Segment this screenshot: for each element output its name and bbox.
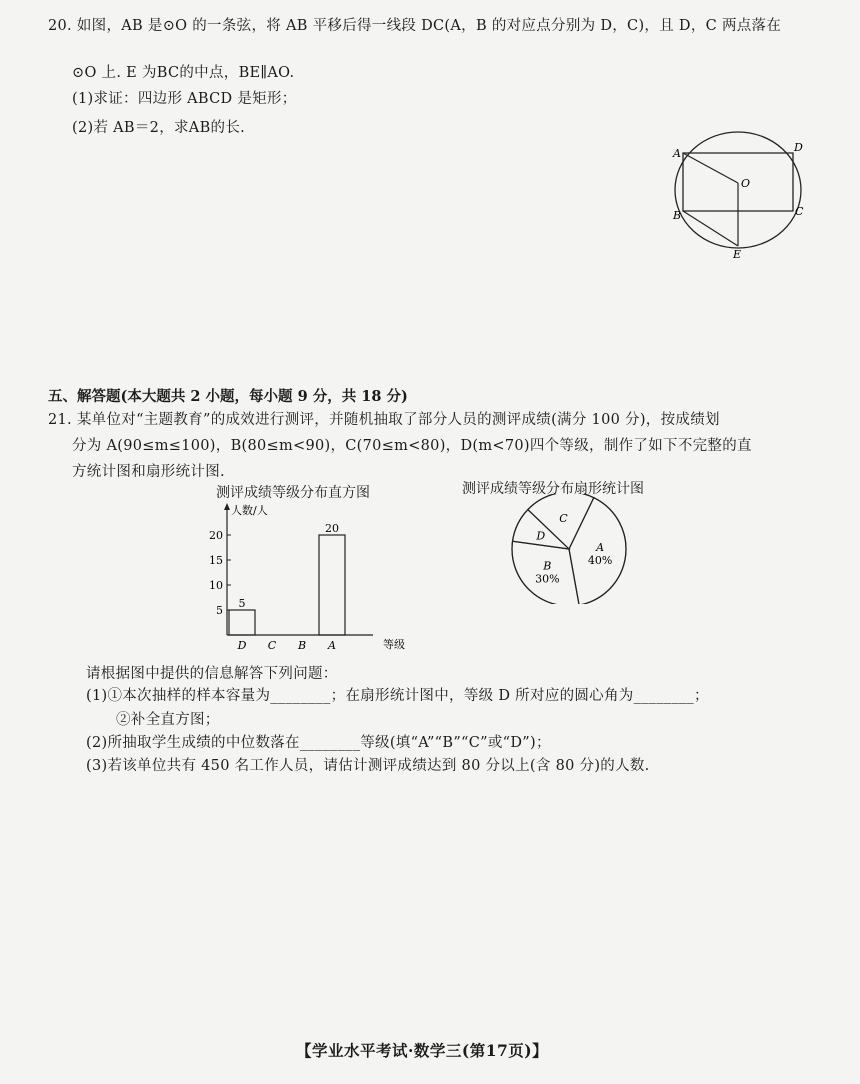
q21-sub1a: (1)①本次抽样的样本容量为________；在扇形统计图中，等级 D 所对应的圆心角为________； xyxy=(86,688,709,704)
q21-sub3: (3)若该单位共有 450 名工作人员，请估计测评成绩达到 80 分以上(含 80 分)的人数. xyxy=(86,758,650,774)
q20-part2: (2)若 AB＝2，求AB的长. xyxy=(72,120,246,136)
q21-line2: 分为 A(90≤m≤100)，B(80≤m<90)，C(70≤m<80)，D(m<70)四个等级，制作了如下不完整的直 xyxy=(72,438,752,454)
pie-slice-label: B xyxy=(543,559,552,573)
pie-title: 测评成绩等级分布扇形统计图 xyxy=(462,481,644,497)
label-b: B xyxy=(673,209,682,222)
pie-chart xyxy=(505,494,635,604)
x-tick-label: D xyxy=(237,639,247,652)
pie-slice-percent: 30% xyxy=(535,572,560,586)
y-tick-label: 20 xyxy=(209,529,223,542)
bar-D xyxy=(229,610,255,635)
bar-data-label: 5 xyxy=(238,597,246,610)
label-a: A xyxy=(673,147,681,160)
q21-sub2: (2)所抽取学生成绩的中位数落在________等级(填“A”“B”“C”或“D”)； xyxy=(86,735,551,751)
x-tick-label: B xyxy=(297,639,307,652)
label-o: O xyxy=(741,177,751,190)
histogram-chart xyxy=(195,498,435,658)
q20-part1: (1)求证：四边形 ABCD 是矩形； xyxy=(72,91,297,107)
pie-slice-percent: 40% xyxy=(587,554,613,568)
section-title: 五、解答题(本大题共 2 小题，每小题 9 分，共 18 分) xyxy=(48,388,408,405)
bar-A xyxy=(319,535,345,635)
x-tick-label: A xyxy=(328,639,336,652)
y-axis-arrow xyxy=(224,503,230,510)
q21-sub1b: ②补全直方图； xyxy=(116,712,220,728)
pie-slice-label: C xyxy=(559,512,568,526)
segment-ao xyxy=(683,153,738,183)
y-axis-label: 人数/人 xyxy=(231,504,268,517)
bar-data-label: 20 xyxy=(325,522,339,535)
q21-line1: 21. 某单位对“主题教育”的成效进行测评，并随机抽取了部分人员的测评成绩(满分 100 分)，按成绩划 xyxy=(48,412,720,428)
label-d: D xyxy=(794,141,803,154)
page-footer: 【学业水平考试·数学三(第17页)】 xyxy=(296,1041,549,1060)
q20-line2: ⊙O 上. E 为BC的中点，BE∥AO. xyxy=(72,65,295,81)
pie-slice-label: A xyxy=(596,541,605,555)
label-c: C xyxy=(795,205,804,218)
y-tick-label: 10 xyxy=(209,579,223,592)
y-tick-label: 5 xyxy=(216,604,223,617)
label-e: E xyxy=(733,248,742,260)
y-tick-label: 15 xyxy=(209,554,223,567)
q21-line3: 方统计图和扇形统计图. xyxy=(72,464,225,480)
x-axis-label: 等级 xyxy=(383,638,405,651)
q21-prompt: 请根据图中提供的信息解答下列问题： xyxy=(86,666,338,682)
q20-line1: 20. 如图，AB 是⊙O 的一条弦，将 AB 平移后得一线段 DC(A，B 的对应点分别为 D，C)，且 D，C 两点落在 xyxy=(48,18,782,34)
histogram-title: 测评成绩等级分布直方图 xyxy=(216,485,370,501)
x-tick-label: C xyxy=(267,639,277,652)
pie-slice-label: D xyxy=(536,529,546,543)
circle-figure xyxy=(665,125,815,260)
